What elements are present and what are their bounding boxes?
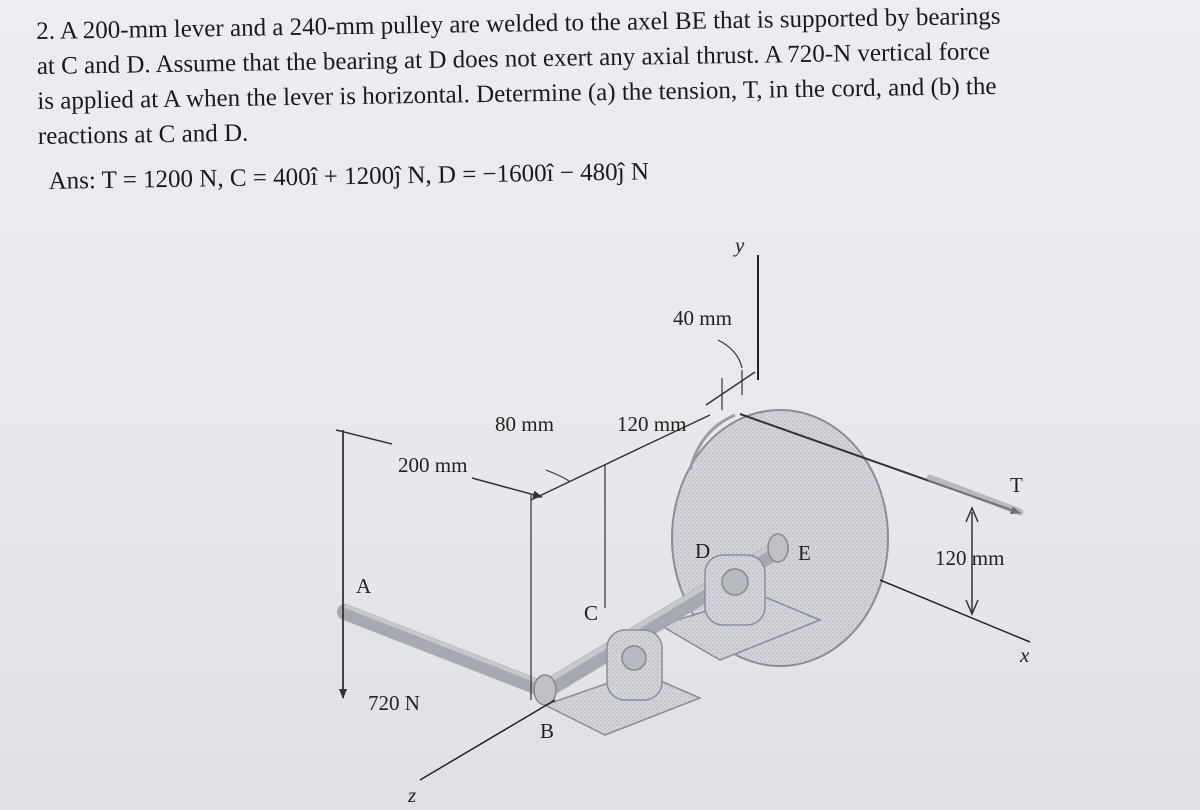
problem-line-1: 2. A 200-mm lever and a 240-mm pulley are welded to the axel BE that is supported by bearings	[36, 2, 1001, 45]
point-C: C	[584, 601, 599, 625]
z-axis-label: z	[408, 783, 417, 807]
lever-arm	[345, 612, 545, 690]
dim-200: 200 mm	[398, 453, 468, 477]
problem-line-4: reactions at C and D.	[37, 119, 249, 150]
dim-40: 40 mm	[673, 306, 732, 330]
force-label: 720 N	[368, 691, 420, 715]
dim-120-right: 120 mm	[935, 546, 1005, 570]
point-B: B	[540, 719, 555, 743]
problem-line-3: is applied at A when the lever is horizontal. Determine (a) the tension, T, in the cord, and (b) the	[37, 72, 997, 115]
bearing-C	[607, 630, 662, 700]
answer-line: Ans: T = 1200 N, C = 400î + 1200ĵ N, D = −1600î − 480ĵ N	[48, 158, 650, 195]
dim-120-top: 120 mm	[617, 412, 687, 436]
point-A: A	[356, 574, 372, 598]
dim-80: 80 mm	[495, 412, 554, 436]
dim-40-line	[706, 372, 755, 405]
bearing-D	[705, 555, 765, 625]
x-axis	[880, 580, 1030, 642]
tension-label: T	[1010, 473, 1023, 497]
point-D: D	[695, 539, 711, 563]
y-axis-label: y	[735, 233, 745, 257]
z-axis	[420, 700, 555, 780]
point-E: E	[798, 541, 811, 565]
problem-line-2: at C and D. Assume that the bearing at D does not exert any axial thrust. A 720-N vertical force	[36, 38, 991, 80]
dim-200-line	[336, 430, 392, 444]
x-axis-label: x	[1020, 643, 1030, 667]
